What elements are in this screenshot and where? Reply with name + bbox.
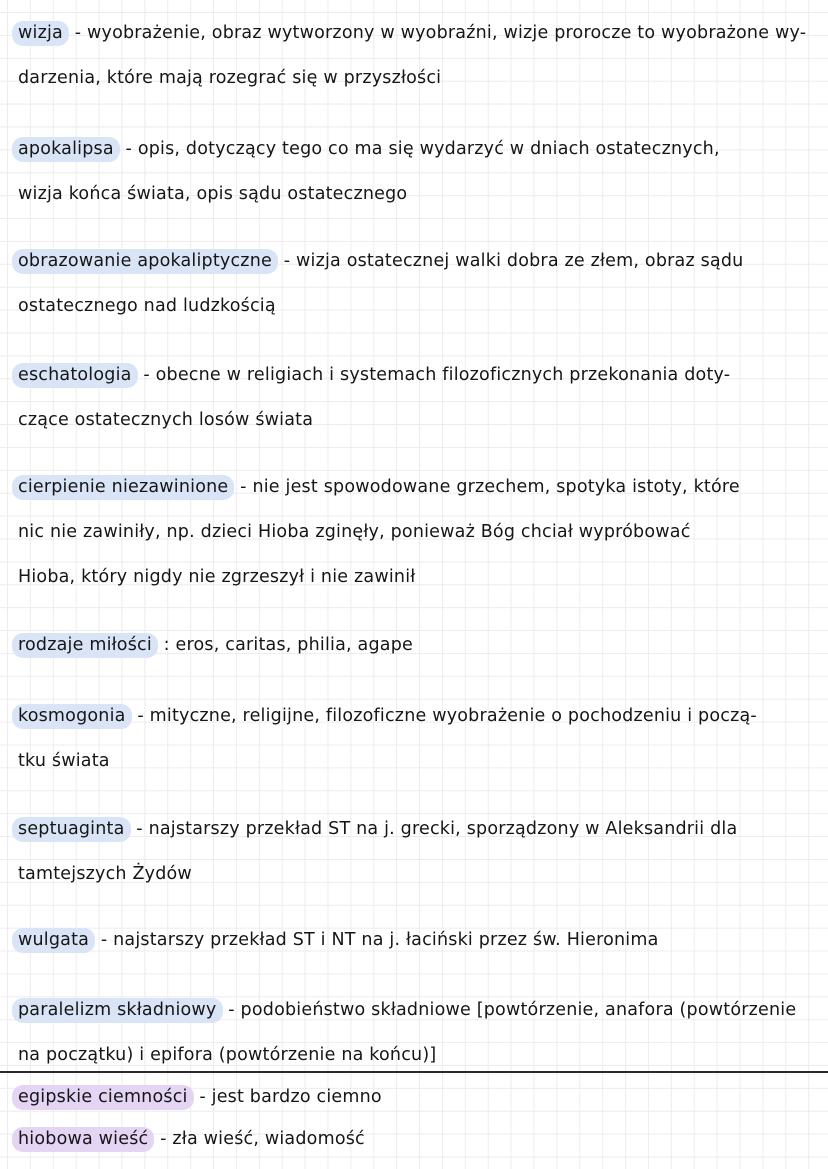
separator: -	[130, 819, 149, 839]
entry-line: darzenia, które mają rozegrać się w przyszłości	[18, 68, 442, 88]
entry-wizja	[18, 11, 820, 101]
entry-kosmogonia	[18, 694, 820, 784]
entry-eschatologia	[18, 353, 820, 443]
entry-line	[18, 1075, 820, 1120]
separator: -	[234, 477, 253, 497]
entry-line	[18, 988, 820, 1033]
entry-line	[18, 623, 820, 668]
separator: :	[157, 635, 176, 655]
entry-line: na początku) i epifora (powtórzenie na końcu)]	[18, 1045, 437, 1065]
entry-rodzaje-milosci	[18, 623, 820, 668]
term-highlight: obrazowanie apokaliptyczne	[12, 249, 278, 274]
entry-line: tku świata	[18, 751, 110, 771]
term-highlight: wizja	[12, 21, 69, 46]
term-highlight: kosmogonia	[12, 704, 132, 729]
separator: -	[137, 365, 156, 385]
term-highlight: paralelizm składniowy	[12, 998, 223, 1023]
entry-line	[18, 127, 820, 172]
separator: -	[277, 251, 296, 271]
entry-line	[18, 694, 820, 739]
entry-line	[18, 11, 820, 56]
separator: -	[119, 139, 138, 159]
entry-apokalipsa	[18, 127, 820, 217]
entry-line	[18, 239, 820, 284]
entry-septuaginta	[18, 807, 820, 897]
entry-line	[18, 465, 820, 510]
term-highlight: hiobowa wieść	[12, 1127, 154, 1152]
definition-text: wizja ostatecznej walki dobra ze złem, obraz sądu	[296, 251, 744, 271]
definition-text: opis, dotyczący tego co ma się wydarzyć w dniach ostatecznych,	[137, 139, 720, 159]
term-highlight: eschatologia	[12, 363, 138, 388]
entry-paralelizm-skladniowy	[18, 988, 820, 1078]
definition-text: najstarszy przekład ST na j. grecki, sporządzony w Aleksandrii dla	[148, 819, 738, 839]
entry-line: ostatecznego nad ludzkością	[18, 296, 276, 316]
separator: -	[131, 706, 150, 726]
definition-text: obecne w religiach i systemach filozoficznych przekonania doty-	[155, 365, 731, 385]
term-highlight: egipskie ciemności	[12, 1085, 194, 1110]
entry-line	[18, 1117, 820, 1162]
definition-text: zła wieść, wiadomość	[172, 1129, 365, 1149]
entry-egipskie-ciemnosci	[18, 1075, 820, 1120]
entry-wulgata	[18, 918, 820, 963]
definition-text: najstarszy przekład ST i NT na j. łaciński przez św. Hieronima	[113, 930, 659, 950]
term-highlight: rodzaje miłości	[12, 633, 158, 658]
entry-line: tamtejszych Żydów	[18, 864, 192, 884]
separator: -	[154, 1129, 173, 1149]
entry-cierpienie-niezawinione	[18, 465, 820, 600]
entry-line	[18, 918, 820, 963]
term-highlight: cierpienie niezawinione	[12, 475, 234, 500]
term-highlight: septuaginta	[12, 817, 131, 842]
entry-obrazowanie-apokaliptyczne	[18, 239, 820, 329]
entry-line: Hioba, który nigdy nie zgrzeszył i nie zawinił	[18, 567, 416, 587]
definition-text: nie jest spowodowane grzechem, spotyka istoty, które	[252, 477, 740, 497]
definition-text: mityczne, religijne, filozoficzne wyobrażenie o pochodzeniu i począ-	[149, 706, 757, 726]
entry-hiobowa-wiesc	[18, 1117, 820, 1162]
term-highlight: apokalipsa	[12, 137, 120, 162]
entry-line: nic nie zawiniły, np. dzieci Hioba zginęły, ponieważ Bóg chciał wypróbować	[18, 522, 691, 542]
separator: -	[95, 930, 114, 950]
entry-line	[18, 353, 820, 398]
separator: -	[68, 23, 87, 43]
section-divider	[0, 1071, 828, 1073]
separator: -	[193, 1087, 212, 1107]
definition-text: podobieństwo składniowe [powtórzenie, anafora (powtórzenie	[240, 1000, 797, 1020]
term-highlight: wulgata	[12, 928, 95, 953]
definition-text: eros, caritas, philia, agape	[175, 635, 413, 655]
definition-text: jest bardzo ciemno	[211, 1087, 382, 1107]
entry-line	[18, 807, 820, 852]
separator: -	[222, 1000, 241, 1020]
definition-text: wyobrażenie, obraz wytworzony w wyobraźni, wizje prorocze to wyobrażone wy-	[87, 23, 807, 43]
entry-line: wizja końca świata, opis sądu ostatecznego	[18, 184, 408, 204]
entry-line: czące ostatecznych losów świata	[18, 410, 314, 430]
